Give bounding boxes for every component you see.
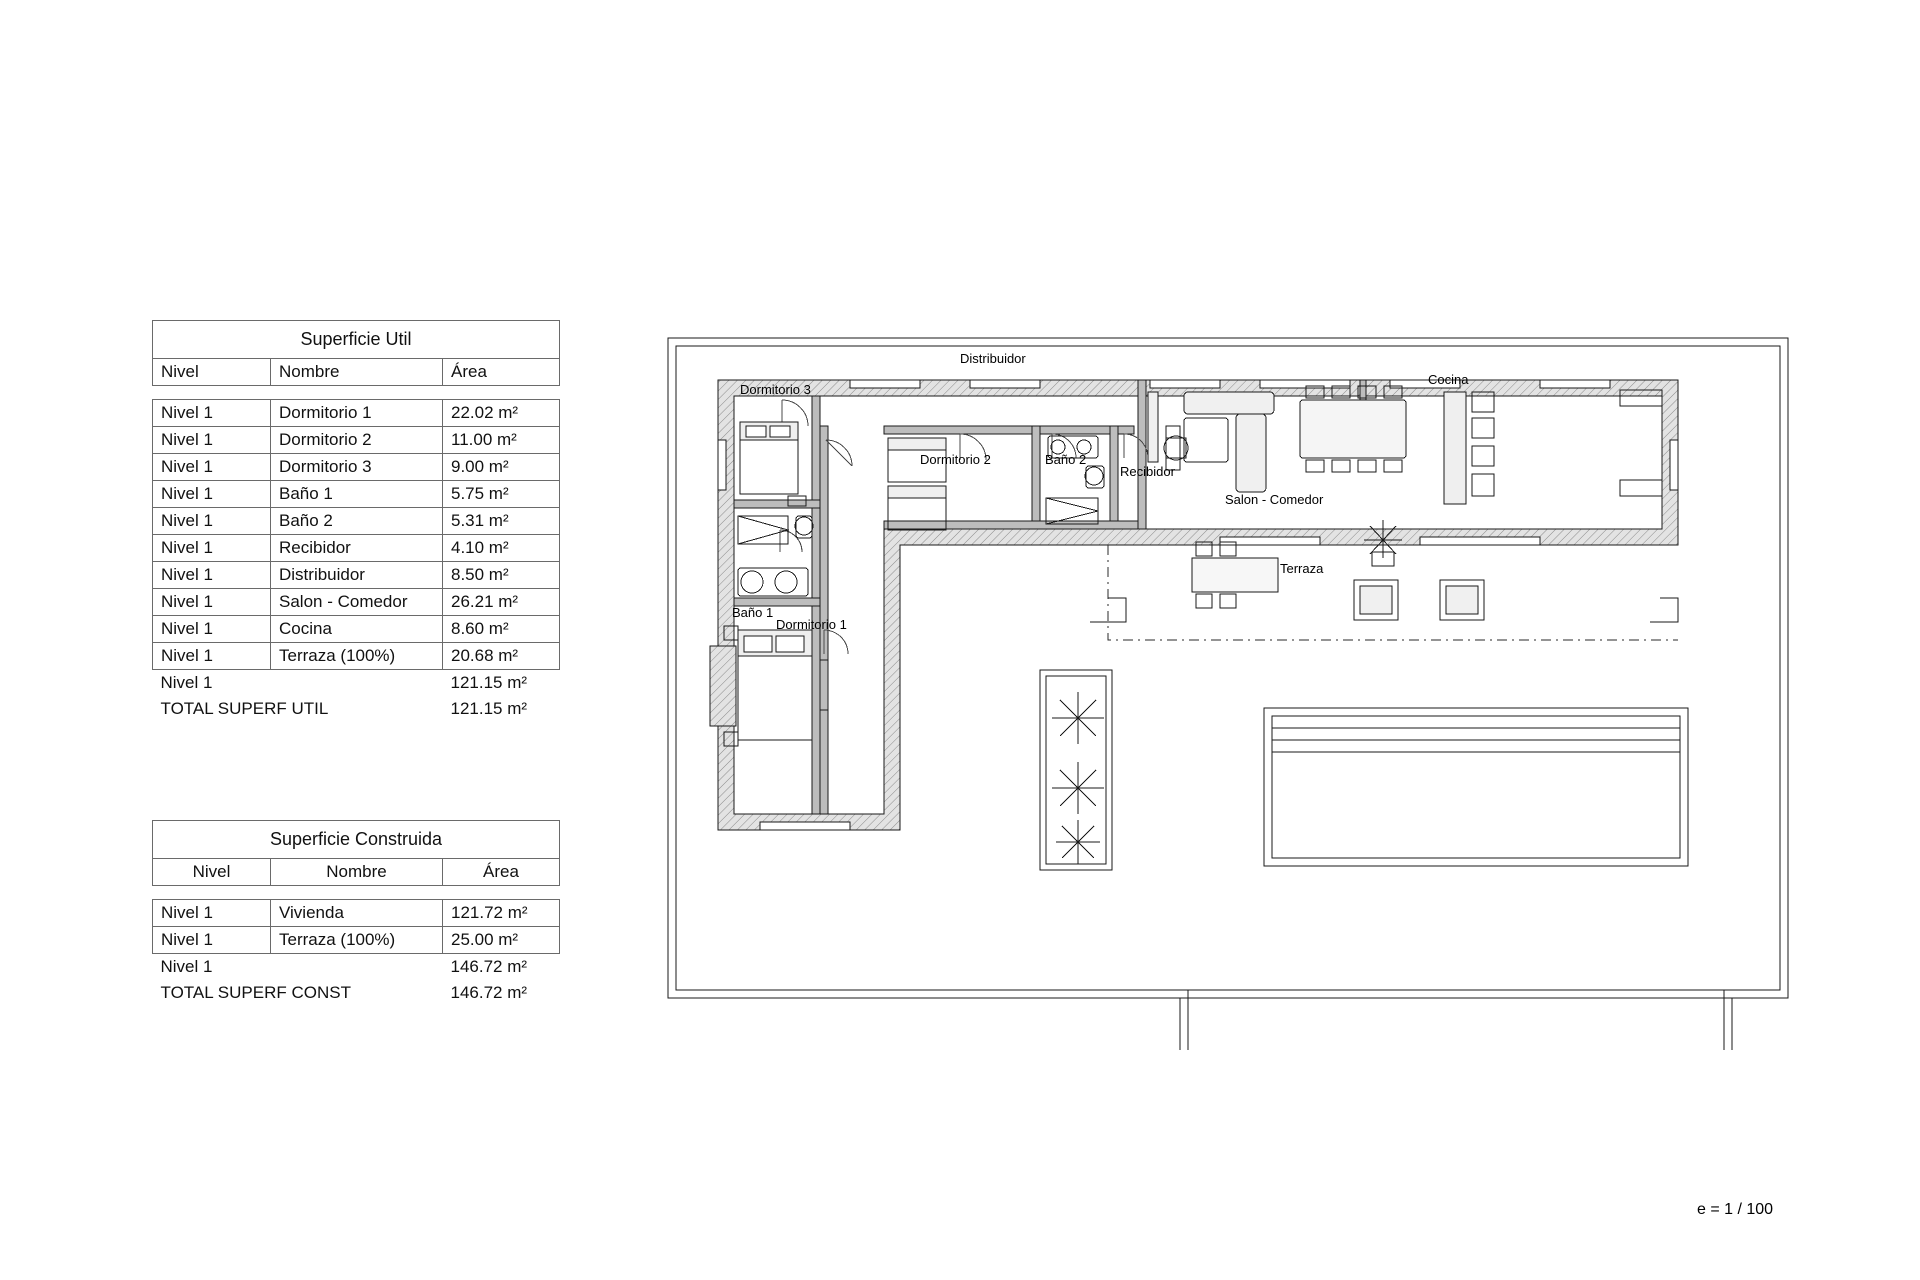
table-title-row	[153, 321, 560, 359]
swimming-pool	[1264, 708, 1688, 866]
total-area: 146.72 m²	[450, 983, 528, 1002]
superficie-util-table	[152, 320, 560, 722]
label-distribuidor: Distribuidor	[960, 351, 1026, 366]
header-nivel: Nivel	[153, 359, 271, 386]
total-label: TOTAL SUPERF CONST	[160, 983, 351, 1002]
header-area: Área	[443, 359, 560, 386]
table-title: Superficie Util	[153, 321, 560, 359]
cell-area: 25.00 m²	[443, 927, 560, 954]
cell-nombre: Vivienda	[271, 900, 443, 927]
label-salon-comedor: Salon - Comedor	[1225, 492, 1324, 507]
table-title-row	[153, 821, 560, 859]
table-subtotal-row	[153, 954, 560, 981]
subtotal-blank	[271, 954, 443, 981]
table-row	[153, 481, 560, 508]
cell-nivel: Nivel 1	[153, 508, 271, 535]
cell-nombre: Recibidor	[271, 535, 443, 562]
table-row	[153, 562, 560, 589]
cell-nivel: Nivel 1	[153, 454, 271, 481]
header-nombre: Nombre	[271, 359, 443, 386]
total-area: 121.15 m²	[450, 699, 528, 718]
cell-nivel: Nivel 1	[153, 562, 271, 589]
table-header-row	[153, 859, 560, 886]
cell-area: 20.68 m²	[443, 643, 560, 670]
cell-area: 5.75 m²	[443, 481, 560, 508]
cell-area: 22.02 m²	[443, 400, 560, 427]
table-spacer	[153, 386, 560, 400]
cell-nivel: Nivel 1	[153, 927, 271, 954]
cell-area: 9.00 m²	[443, 454, 560, 481]
table-total-row	[153, 980, 560, 1006]
cell-nombre: Cocina	[271, 616, 443, 643]
cell-nombre: Distribuidor	[271, 562, 443, 589]
subtotal-nivel: Nivel 1	[153, 954, 271, 981]
cell-nivel: Nivel 1	[153, 427, 271, 454]
cell-nombre: Baño 2	[271, 508, 443, 535]
cell-area: 26.21 m²	[443, 589, 560, 616]
cell-nombre: Salon - Comedor	[271, 589, 443, 616]
cell-nombre: Dormitorio 1	[271, 400, 443, 427]
cell-nivel: Nivel 1	[153, 589, 271, 616]
cell-area: 11.00 m²	[443, 427, 560, 454]
floor-plan-drawing	[660, 330, 1800, 1050]
table-row	[153, 400, 560, 427]
table-title: Superficie Construida	[153, 821, 560, 859]
table-subtotal-row	[153, 670, 560, 697]
table-row	[153, 616, 560, 643]
cell-area: 8.50 m²	[443, 562, 560, 589]
table-spacer	[153, 886, 560, 900]
cell-nombre: Baño 1	[271, 481, 443, 508]
subtotal-area: 121.15 m²	[443, 670, 560, 697]
label-dormitorio2: Dormitorio 2	[920, 452, 991, 467]
cell-nivel: Nivel 1	[153, 400, 271, 427]
table-row	[153, 643, 560, 670]
label-bano1: Baño 1	[732, 605, 774, 620]
superficie-construida-table	[152, 820, 560, 1006]
table-header-row	[153, 359, 560, 386]
header-area: Área	[443, 859, 560, 886]
cell-area: 4.10 m²	[443, 535, 560, 562]
label-recibidor: Recibidor	[1120, 464, 1175, 479]
cell-nivel: Nivel 1	[153, 900, 271, 927]
table-row	[153, 535, 560, 562]
header-nombre: Nombre	[271, 859, 443, 886]
furniture-recibidor	[1148, 392, 1158, 462]
cell-nombre: Terraza (100%)	[271, 927, 443, 954]
total-label: TOTAL SUPERF UTIL	[160, 699, 329, 718]
table-row	[153, 508, 560, 535]
subtotal-area: 146.72 m²	[443, 954, 560, 981]
building-outline	[718, 380, 1678, 830]
table-row	[153, 900, 560, 927]
label-dormitorio1: Dormitorio 1	[776, 617, 847, 632]
cell-area: 8.60 m²	[443, 616, 560, 643]
label-dormitorio3: Dormitorio 3	[740, 382, 811, 397]
cell-nivel: Nivel 1	[153, 481, 271, 508]
table-row	[153, 454, 560, 481]
cell-nivel: Nivel 1	[153, 535, 271, 562]
table-total-row	[153, 696, 560, 722]
header-nivel: Nivel	[153, 859, 271, 886]
cell-nivel: Nivel 1	[153, 643, 271, 670]
garden-planter	[1040, 670, 1112, 870]
label-terraza: Terraza	[1280, 561, 1324, 576]
cell-nivel: Nivel 1	[153, 616, 271, 643]
cell-nombre: Dormitorio 3	[271, 454, 443, 481]
subtotal-blank	[271, 670, 443, 697]
label-bano2: Baño 2	[1045, 452, 1087, 467]
table-row	[153, 927, 560, 954]
table-row	[153, 427, 560, 454]
cell-nombre: Terraza (100%)	[271, 643, 443, 670]
scale-note: e = 1 / 100	[1697, 1201, 1774, 1218]
subtotal-nivel: Nivel 1	[153, 670, 271, 697]
label-cocina: Cocina	[1428, 372, 1469, 387]
cell-area: 121.72 m²	[443, 900, 560, 927]
table-row	[153, 589, 560, 616]
cell-area: 5.31 m²	[443, 508, 560, 535]
cell-nombre: Dormitorio 2	[271, 427, 443, 454]
